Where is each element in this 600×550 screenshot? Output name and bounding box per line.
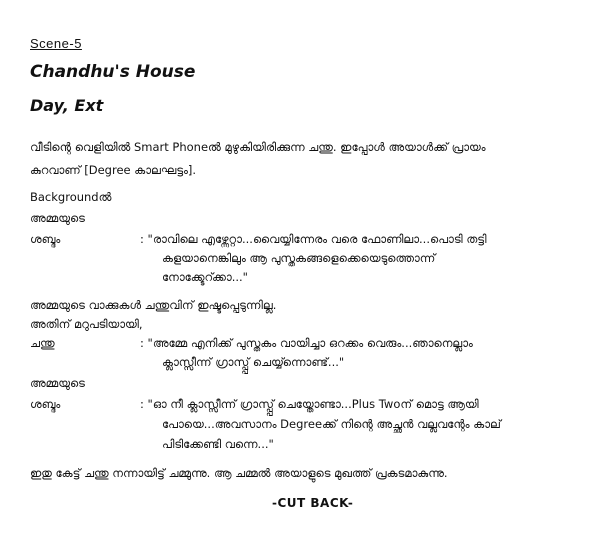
action-line: വീടിന്റെ വെളിയിൽ Smart Phoneൽ മുഴുകിയിരിക്കുന്ന ചന്തു. ഇപ്പോൾ അയാൾക്ക് പ്രായം [30,140,486,154]
dialogue-line: : "രാവിലെ എഴ്ന്നേറ്റാ...വൈയ്യിന്നേരം വരെ ഫോണിലാ...പൊടി തട്ടി [140,232,487,246]
speaker-name: ചന്തു [30,336,55,350]
dialogue-line: പോയെ...അവസാനം Degreeക്ക് നിന്റെ അച്ഛൻ വല്ലവന്റേം കാല് [162,417,501,431]
dialogue-line: പിടിക്കേണ്ടി വന്നെ..." [162,437,274,451]
character-label: അമ്മയുടെ [30,376,85,390]
cut-back-transition: -CUT BACK- [272,496,354,510]
background-label: Backgroundൽ [30,190,112,204]
character-label: അമ്മയുടെ [30,211,85,225]
action-line: അതിന് മറുപടിയായി, [30,317,143,331]
location-heading: Chandhu's House [30,62,196,82]
time-heading: Day, Ext [30,96,104,115]
action-line: കുറവാണ് [Degree കാലഘട്ടം]. [30,163,197,177]
action-line: ഇതു കേട്ട് ചന്തു നന്നായിട്ട് ചമ്മുന്നു. ആ ചമ്മൽ അയാളുടെ മുഖത്ത് പ്രകടമാകുന്നു. [30,466,448,480]
action-line: അമ്മയുടെ വാക്കുകൾ ചന്തുവിന് ഇഷ്ടപ്പെടുന്നില്ല. [30,298,277,312]
dialogue-line: : "അമ്മേ എനിക്ക് പുസ്തകം വായിച്ചാ ഒറക്കം വെരും...ഞാനെല്ലാം [140,336,473,350]
dialogue-line: ക്ലാസ്സീന്ന് ഗ്രാസ്പ്പ് ചെയ്യ്ന്നൊണ്ട്..." [162,355,345,369]
speaker-name: ശബ്ദം [30,397,61,411]
dialogue-line: : "ഓ നീ ക്ലാസ്സീന്ന് ഗ്രാസ്പ്പ് ചെയ്തോണ്ടാ...Plus Twoന് മൊട്ട ആയി [140,397,479,411]
dialogue-line: നോക്ക്ടേറ്ക്കാ..." [162,270,248,284]
dialogue-line: കളയാനെങ്കിലും ആ പുസ്തകങ്ങളെക്കെയെടുത്തൊന്ന് [162,251,436,265]
speaker-name: ശബ്ദം [30,232,61,246]
scene-heading: Scene-5 [30,36,82,51]
